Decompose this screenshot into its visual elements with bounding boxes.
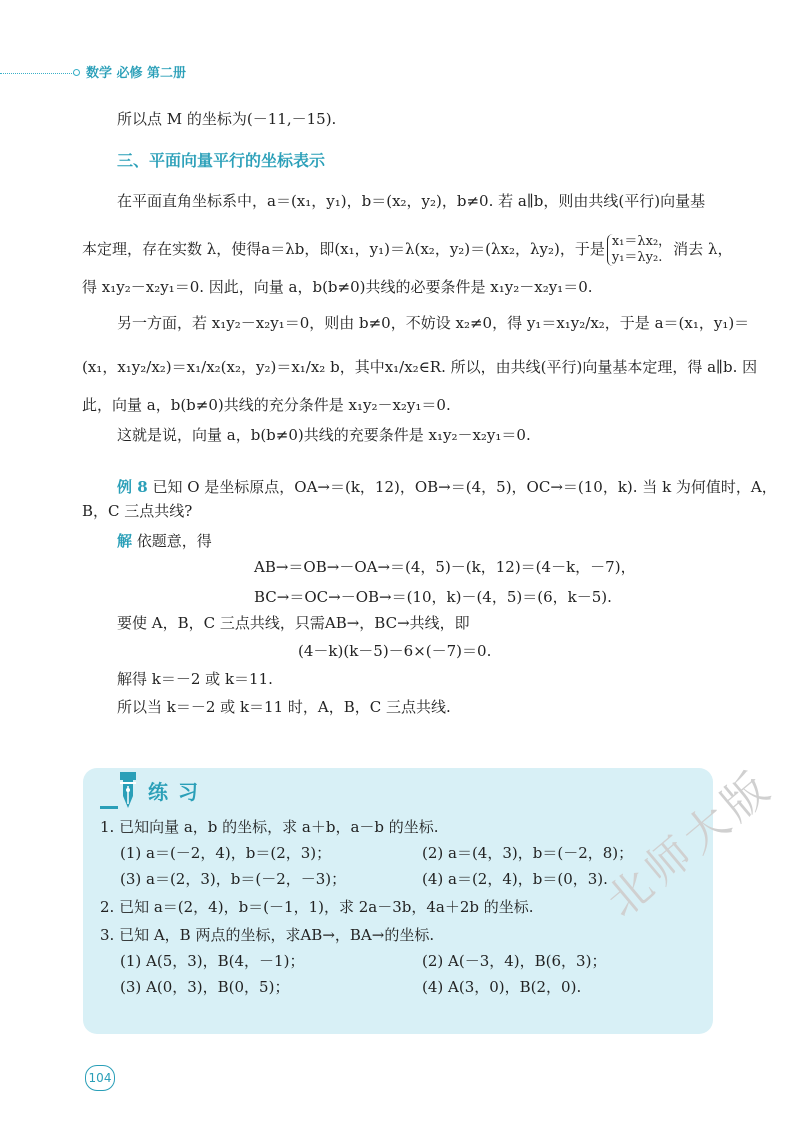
solution-intro (117, 530, 212, 552)
exercise-subitem: (1) A(5，3)，B(4，－1)； (120, 952, 305, 970)
equation-system (607, 234, 671, 266)
system-eq-1: x₁＝λx₂， (611, 234, 672, 249)
text-line: 得 x₁y₂－x₂y₁＝0. 因此，向量 a，b(b≠0)共线的必要条件是 x₁y₂－x₂y₁＝0. (82, 278, 593, 296)
text-line: 在平面直角坐标系中，a＝(x₁，y₁)，b＝(x₂，y₂)，b≠0. 若 a∥b，则由共线(平行)向量基 (117, 192, 706, 210)
text-fragment: 已知 O 是坐标原点，OA→＝(k，12)，OB→＝(4，5)，OC→＝(10，k). 当 k 为何值时，A， (152, 478, 777, 496)
exercise-subitem: (2) a＝(4，3)，b＝(－2，8)； (422, 844, 634, 862)
solution-label: 解 (117, 532, 133, 550)
header-dot-icon (73, 69, 80, 76)
text-line: 解得 k＝－2 或 k＝11. (117, 670, 273, 688)
text-fragment: 消去 λ， (673, 240, 733, 258)
exercise-question: 1. 已知向量 a，b 的坐标，求 a＋b，a－b 的坐标. (100, 818, 439, 836)
text-line: 所以当 k＝－2 或 k＝11 时，A，B，C 三点共线. (117, 698, 451, 716)
text-line: 所以点 M 的坐标为(－11,－15). (117, 110, 337, 128)
example-label: 例 8 (117, 478, 148, 496)
publisher-watermark: 北师大版 (597, 759, 784, 928)
exercise-subitem: (3) A(0，3)，B(0，5)； (120, 978, 290, 996)
exercise-subitem: (4) a＝(2，4)，b＝(0，3). (422, 870, 608, 888)
header-rule (0, 73, 74, 74)
exercise-subitem: (2) A(－3，4)，B(6，3)； (422, 952, 607, 970)
text-line: (x₁，x₁y₂/x₂)＝x₁/x₂(x₂，y₂)＝x₁/x₂ b，其中x₁/x₂∈R. 所以，由共线(平行)向量基本定理，得 a∥b. 因 (82, 358, 758, 376)
text-line: 这就是说，向量 a，b(b≠0)共线的充要条件是 x₁y₂－x₂y₁＝0. (117, 426, 531, 444)
text-line: B，C 三点共线? (82, 502, 193, 520)
section-heading: 三、平面向量平行的坐标表示 (117, 151, 326, 170)
running-header: 数学 必修 第二册 (86, 66, 187, 81)
page-number: 104 (85, 1065, 115, 1091)
text-line: 此，向量 a，b(b≠0)共线的充分条件是 x₁y₂－x₂y₁＝0. (82, 396, 451, 414)
text-line (82, 234, 732, 266)
pen-nib-icon (100, 768, 144, 822)
example-statement (117, 476, 777, 498)
exercise-question: 3. 已知 A，B 两点的坐标，求AB→，BA→的坐标. (100, 926, 435, 944)
equation: AB→＝OB→－OA→＝(4，5)－(k，12)＝(4－k，－7)， (254, 558, 636, 576)
text-line: 另一方面，若 x₁y₂－x₂y₁＝0，则由 b≠0，不妨设 x₂≠0，得 y₁＝x₁y₂/x₂，于是 a＝(x₁，y₁)＝ (117, 314, 750, 332)
text-fragment: 本定理，存在实数 λ，使得a＝λb，即(x₁，y₁)＝λ(x₂，y₂)＝(λx₂，λy₂)，于是 (82, 240, 605, 258)
exercise-subitem: (4) A(3，0)，B(2，0). (422, 978, 582, 996)
system-eq-2: y₁＝λy₂. (611, 250, 663, 265)
text-line: 要使 A，B，C 三点共线，只需AB→，BC→共线，即 (117, 614, 470, 632)
equation: (4－k)(k－5)－6×(－7)＝0. (298, 642, 492, 660)
exercise-title: 练习 (148, 780, 208, 804)
exercise-subitem: (1) a＝(－2，4)，b＝(2，3)； (120, 844, 332, 862)
exercise-subitem: (3) a＝(2，3)，b＝(－2，－3)； (120, 870, 347, 888)
text-fragment: 依题意，得 (136, 532, 212, 550)
equation: BC→＝OC→－OB→＝(10，k)－(4，5)＝(6，k－5). (254, 588, 612, 606)
exercise-question: 2. 已知 a＝(2，4)，b＝(－1，1)，求 2a－3b，4a＋2b 的坐标. (100, 898, 534, 916)
